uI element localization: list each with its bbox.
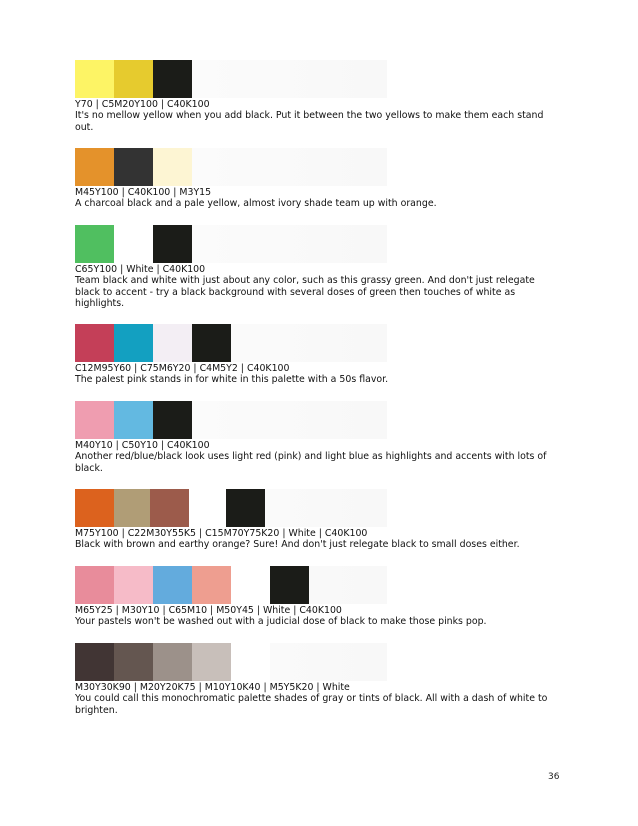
swatch [192,643,231,681]
swatch-row [75,489,395,527]
palette-1 [75,60,555,133]
swatch [153,401,192,439]
swatch [75,643,114,681]
swatch [192,324,231,362]
color-codes: C12M95Y60 | C75M6Y20 | C4M5Y2 | C40K100 [75,363,290,374]
palette-7 [75,566,555,628]
swatch [114,148,153,186]
palette-description: Your pastels won't be washed out with a judicial dose of black to make those pinks pop. [75,616,487,627]
color-codes: Y70 | C5M20Y100 | C40K100 [75,99,210,110]
swatch-row [75,643,395,681]
swatch-row [75,60,395,98]
page-number: 36 [548,772,560,782]
swatch [75,489,114,527]
swatch [114,60,153,98]
swatch [153,566,192,604]
swatch [75,401,114,439]
palette-description: You could call this monochromatic palette shades of gray or tints of black. All with a dash of white to brighten. [75,693,548,716]
color-codes: M65Y25 | M30Y10 | C65M10 | M50Y45 | White | C40K100 [75,605,342,616]
swatch [153,324,192,362]
palette-4 [75,324,555,386]
swatch [153,148,192,186]
swatch-row [75,566,395,604]
swatch-row [75,401,395,439]
palette-description: The palest pink stands in for white in this palette with a 50s flavor. [75,374,389,385]
palette-2 [75,148,555,210]
swatch [75,324,114,362]
palette-description: Another red/blue/black look uses light red (pink) and light blue as highlights and accents with lots of black. [75,451,547,474]
palette-description: A charcoal black and a pale yellow, almost ivory shade team up with orange. [75,198,437,209]
swatch [75,225,114,263]
swatch [114,225,153,263]
swatch [75,566,114,604]
swatch [226,489,265,527]
color-codes: M30Y30K90 | M20Y20K75 | M10Y10K40 | M5Y5K20 | White [75,682,350,693]
swatch [231,566,270,604]
swatch-row [75,225,395,263]
swatch [114,566,153,604]
swatch [153,225,192,263]
swatch [75,60,114,98]
color-codes: M75Y100 | C22M30Y55K5 | C15M70Y75K20 | White | C40K100 [75,528,368,539]
color-codes: M45Y100 | C40K100 | M3Y15 [75,187,212,198]
color-codes: C65Y100 | White | C40K100 [75,264,206,275]
swatch-row [75,324,395,362]
palette-6 [75,489,555,551]
swatch [150,489,189,527]
palette-description: Team black and white with just about any color, such as this grassy green. And don't just relegate black to accent - try a black background with several doses of green then touches of white as highlights. [75,275,535,309]
swatch [270,566,309,604]
palette-description: It's no mellow yellow when you add black. Put it between the two yellows to make them each stand out. [75,110,544,133]
color-codes: M40Y10 | C50Y10 | C40K100 [75,440,210,451]
swatch [114,324,153,362]
swatch [192,566,231,604]
palette-8 [75,643,555,716]
swatch [231,643,270,681]
swatch [114,401,153,439]
swatch-row [75,148,395,186]
swatch [153,643,192,681]
palette-3 [75,225,555,310]
palette-5 [75,401,555,474]
swatch [75,148,114,186]
palette-description: Black with brown and earthy orange? Sure! And don't just relegate black to small doses either. [75,539,520,550]
swatch [114,489,153,527]
swatch [114,643,153,681]
swatch [153,60,192,98]
swatch [189,489,228,527]
